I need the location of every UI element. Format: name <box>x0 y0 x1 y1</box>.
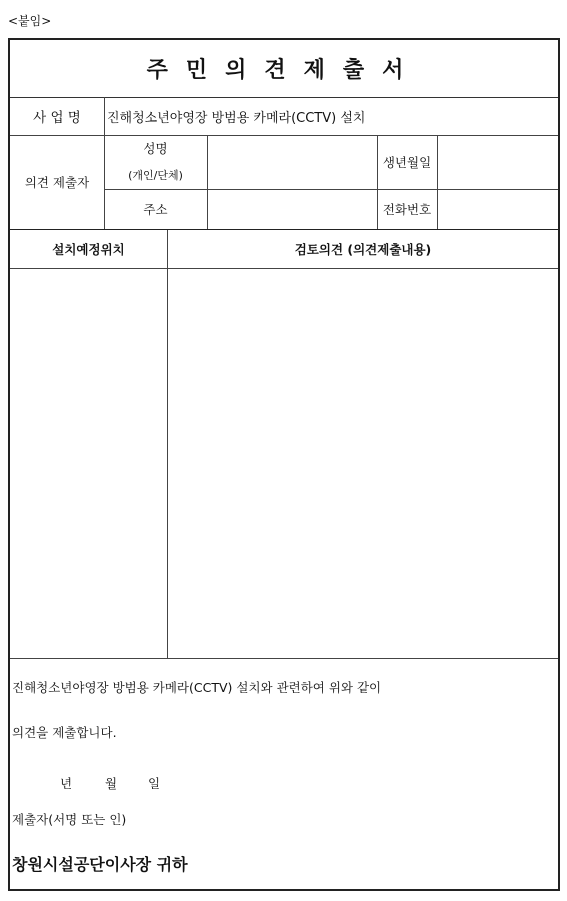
opinion-form <box>8 38 560 891</box>
date-day-label: 일 <box>148 776 161 791</box>
phone-field[interactable] <box>438 190 557 228</box>
birth-label: 생년월일 <box>382 155 432 170</box>
phone-label: 전화번호 <box>382 202 432 217</box>
statement-line-1: 진해청소년야영장 방범용 카메라(CCTV) 설치와 관련하여 위와 같이 <box>12 680 382 695</box>
form-title: 주민의견제출서 <box>10 40 558 98</box>
attachment-label: <붙임> <box>8 14 52 28</box>
location-content[interactable] <box>11 269 166 657</box>
birth-field[interactable] <box>438 136 557 188</box>
date-year-label: 년 <box>60 776 73 791</box>
date-month-label: 월 <box>105 776 118 791</box>
recipient-line: 창원시설공단이사장 귀하 <box>12 855 188 874</box>
address-field[interactable] <box>208 190 377 228</box>
name-label: 성명 <box>143 141 168 156</box>
name-sublabel: (개인/단체) <box>128 169 183 182</box>
address-label: 주소 <box>143 202 168 217</box>
review-content[interactable] <box>169 269 557 657</box>
location-header: 설치예정위치 <box>52 242 125 257</box>
project-label: 사 업 명 <box>33 110 81 126</box>
review-header: 검토의견 (의견제출내용) <box>294 242 432 257</box>
submitter-label: 의견 제출자 <box>24 175 90 190</box>
name-field[interactable] <box>208 136 377 188</box>
statement-line-2: 의견을 제출합니다. <box>12 725 117 740</box>
divider <box>167 230 168 658</box>
submitter-signature-label: 제출자(서명 또는 인) <box>12 812 127 827</box>
project-name: 진해청소년야영장 방범용 카메라(CCTV) 설치 <box>107 110 366 126</box>
divider <box>10 658 558 659</box>
